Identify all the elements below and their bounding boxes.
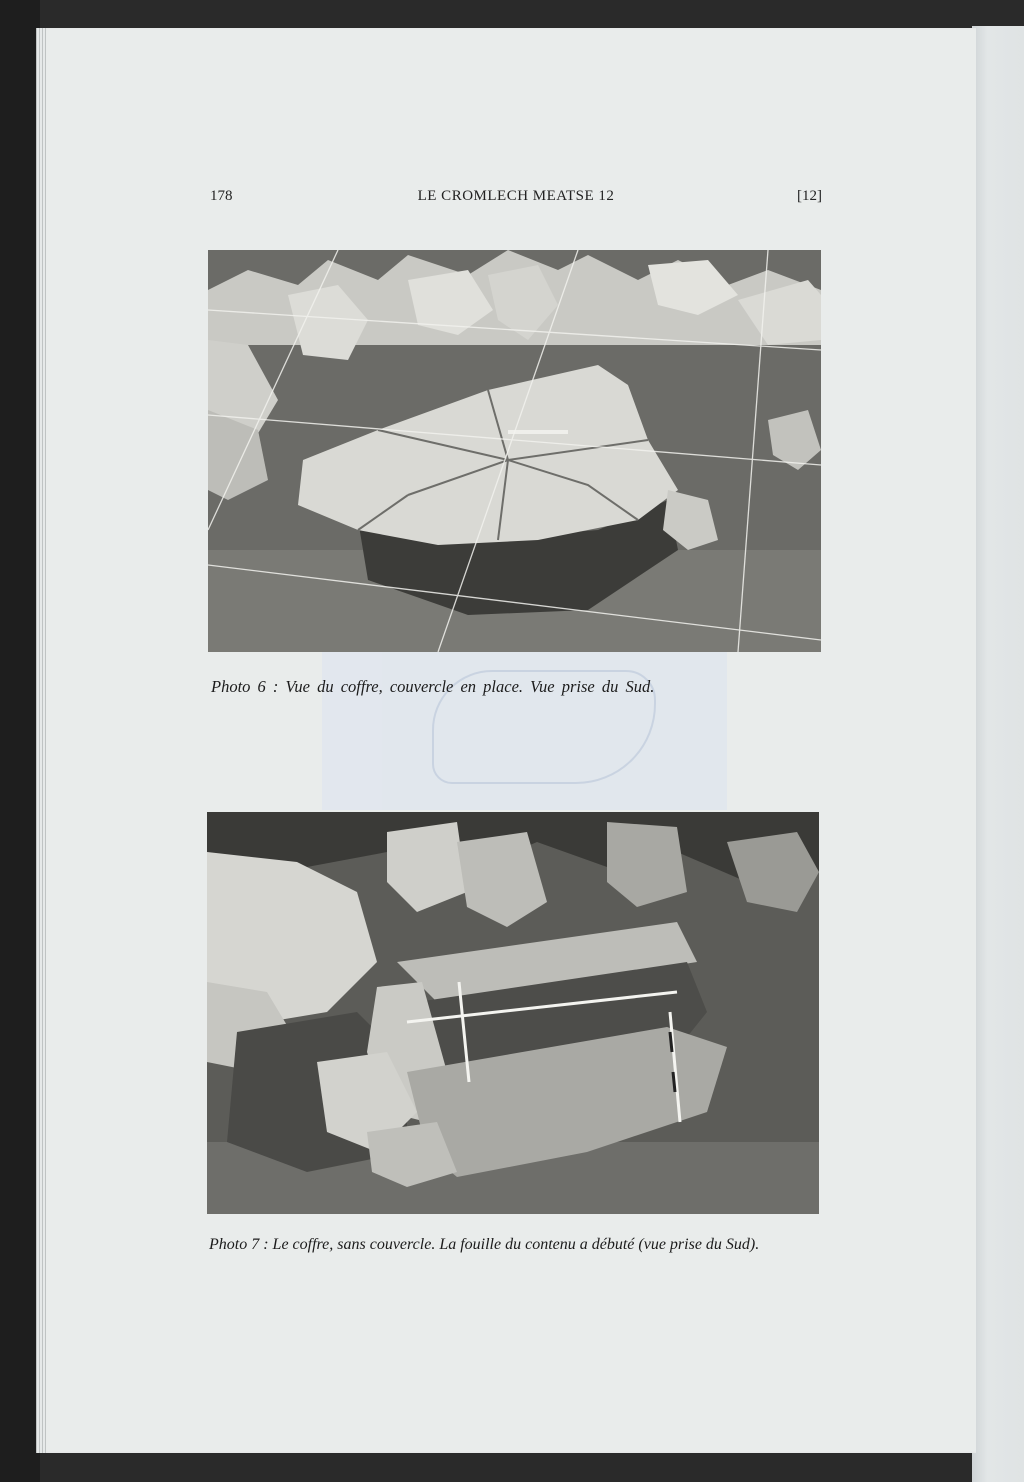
- facing-page-edge: [972, 26, 1024, 1482]
- photo-6-caption: Photo 6 : Vue du coffre, couvercle en place. Vue prise du Sud.: [211, 677, 655, 696]
- photo-6-image: [208, 250, 821, 652]
- section-number: [12]: [797, 188, 822, 204]
- page-stack-edge: [36, 28, 46, 1453]
- show-through-from-reverse: [322, 650, 727, 810]
- photo-7-image: [207, 812, 819, 1214]
- page-number: 178: [210, 188, 233, 204]
- photo-7: [207, 812, 819, 1214]
- photo-7-caption: Photo 7 : Le coffre, sans couvercle. La fouille du contenu a débuté (vue prise du Sud).: [209, 1236, 760, 1253]
- photo-6: [208, 250, 821, 652]
- running-title: LE CROMLECH MEATSE 12: [417, 188, 615, 204]
- backdrop: [0, 0, 40, 1482]
- running-header: [210, 188, 822, 212]
